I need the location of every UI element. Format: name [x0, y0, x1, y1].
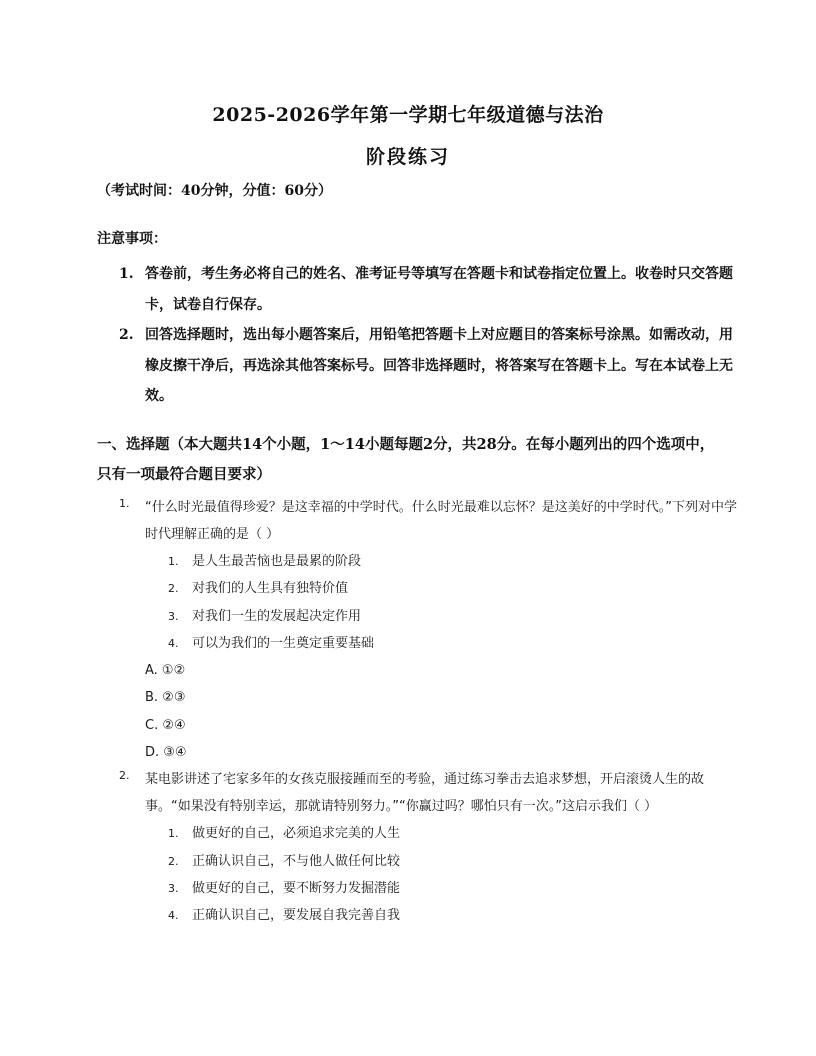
page-title: 2025-2026学年第一学期七年级道德与法治 [212, 104, 604, 126]
answer-choice-a: A. ①② [145, 663, 186, 679]
notice-item [97, 259, 737, 320]
statement-number: 1. [168, 827, 179, 841]
statement-option [97, 902, 737, 929]
statement-number: 4. [168, 909, 179, 923]
statement-number: 3. [168, 881, 179, 895]
statement-number: 3. [168, 609, 179, 623]
notice-item [97, 320, 737, 412]
notice-item-number: 2. [119, 327, 134, 343]
statement-option [97, 875, 737, 902]
statement-number: 4. [168, 636, 179, 650]
notice-item-number: 1. [119, 266, 134, 282]
notice-heading: 注意事项： [97, 231, 167, 247]
statement-option [97, 603, 737, 630]
statement-text: 可以为我们的一生奠定重要基础 [192, 635, 375, 651]
statement-number: 2. [168, 582, 179, 596]
statement-text: 对我们一生的发展起决定作用 [192, 608, 362, 624]
question-1 [97, 494, 737, 766]
page-subtitle: 阶段练习 [365, 146, 450, 168]
statement-option [97, 820, 737, 847]
statement-text: 正确认识自己，不与他人做任何比较 [192, 853, 401, 869]
statement-text: 正确认识自己，要发展自我完善自我 [192, 908, 401, 924]
statement-number: 2. [168, 854, 179, 868]
statement-option [97, 575, 737, 602]
question-stem: 某电影讲述了宅家多年的女孩克服接踵而至的考验，通过练习拳击去追求梦想，开启滚烫人生的故事。“如果没有特别幸运，那就请特别努力。”“你赢过吗？哪怕只有一次。”这启示我们（ ） [145, 772, 705, 815]
question-list [97, 494, 737, 930]
question-2 [97, 766, 737, 929]
notice-item-text: 回答选择题时，选出每小题答案后，用铅笔把答题卡上对应题目的答案标号涂黑。如需改动，用橡皮擦干净后，再选涂其他答案标号。回答非选择题时，将答案写在答题卡上。写在本试卷上无效。 [145, 327, 733, 404]
notice-item-text: 答卷前，考生务必将自己的姓名、准考证号等填写在答题卡和试卷指定位置上。收卷时只交答题卡，试卷自行保存。 [145, 266, 733, 313]
statement-option [97, 848, 737, 875]
answer-choice-b: B. ②③ [145, 690, 186, 706]
statement-number: 1. [168, 555, 179, 568]
section-title: 一、选择题（本大题共14个小题，1～14小题每题2分，共28分。在每小题列出的四个选项中，只有一项最符合题目要求） [97, 436, 715, 483]
question-stem: “什么时光最值得珍爱？是这幸福的中学时代。什么时光最难以忘怀？是这美好的中学时代。”下列对中学时代理解正确的是（ ） [145, 500, 737, 542]
notice-list [97, 259, 737, 412]
question-number: 2. [119, 769, 130, 783]
statement-text: 做更好的自己，要不断努力发掘潜能 [192, 880, 401, 896]
statement-option [97, 630, 737, 657]
exam-info: （考试时间：40分钟，分值：60分） [97, 183, 332, 199]
answer-choice-d: D. ③④ [145, 745, 187, 761]
answer-choice-c: C. ②④ [145, 717, 186, 733]
statement-option [97, 548, 737, 575]
statement-text: 做更好的自己，必须追求完美的人生 [192, 826, 401, 842]
question-number: 1. [119, 497, 130, 510]
statement-text: 对我们的人生具有独特价值 [192, 581, 349, 597]
statement-text: 是人生最苦恼也是最累的阶段 [192, 554, 362, 569]
